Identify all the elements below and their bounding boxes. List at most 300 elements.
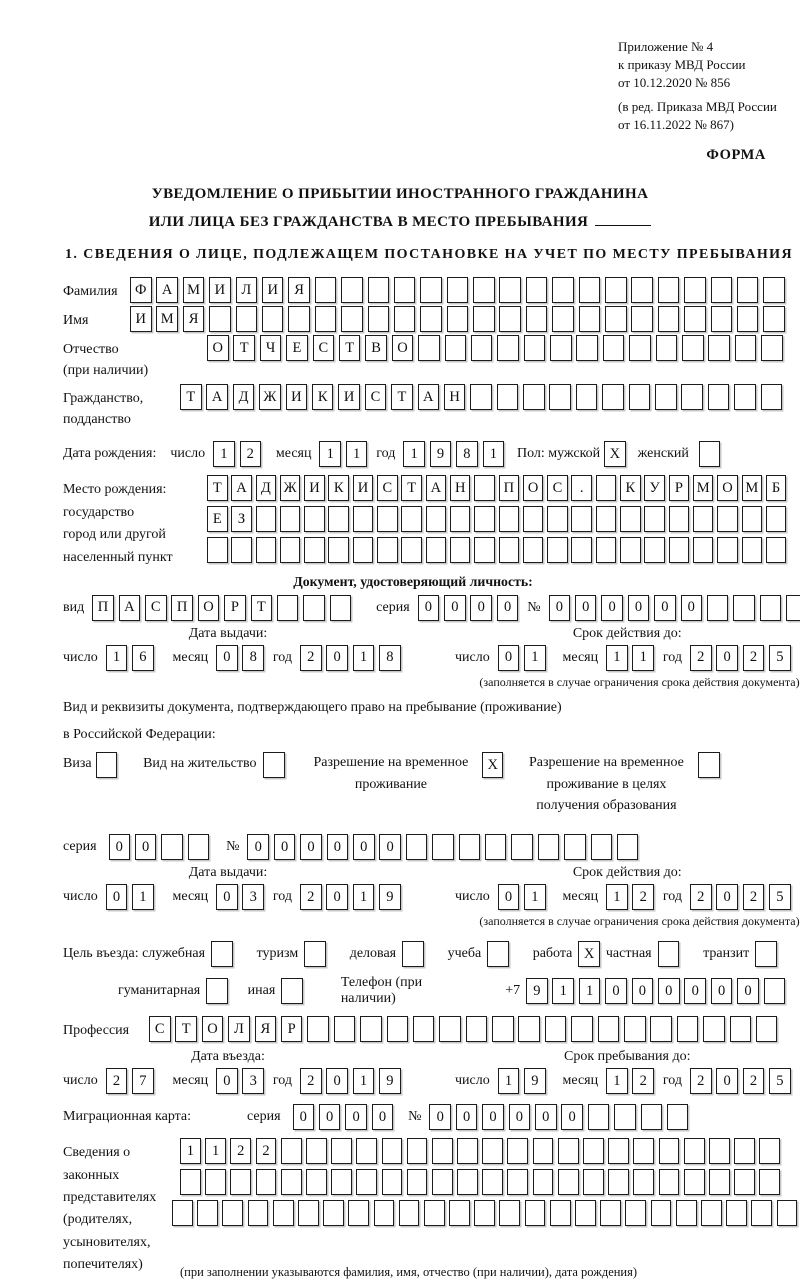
char-cell[interactable] bbox=[341, 277, 363, 303]
temp-residence-checkbox[interactable]: X bbox=[482, 752, 504, 778]
char-cell[interactable]: Б bbox=[766, 475, 787, 501]
char-cell[interactable] bbox=[591, 834, 613, 860]
char-cell[interactable]: С bbox=[377, 475, 398, 501]
char-cell[interactable]: 0 bbox=[601, 595, 623, 621]
char-cell[interactable]: 2 bbox=[690, 645, 712, 671]
char-cell[interactable] bbox=[737, 277, 759, 303]
char-cell[interactable]: 9 bbox=[430, 441, 452, 467]
char-cell[interactable]: 0 bbox=[681, 595, 703, 621]
char-cell[interactable]: А bbox=[231, 475, 252, 501]
char-cell[interactable]: М bbox=[693, 475, 714, 501]
char-cell[interactable] bbox=[659, 1169, 680, 1195]
char-cell[interactable] bbox=[473, 306, 495, 332]
char-cell[interactable]: 2 bbox=[690, 884, 712, 910]
char-cell[interactable]: 2 bbox=[743, 884, 765, 910]
char-cell[interactable]: 9 bbox=[524, 1068, 546, 1094]
char-cell[interactable] bbox=[420, 306, 442, 332]
char-cell[interactable]: 0 bbox=[327, 834, 349, 860]
char-cell[interactable]: С bbox=[149, 1016, 171, 1042]
char-cell[interactable]: 0 bbox=[326, 884, 348, 910]
char-cell[interactable]: 0 bbox=[535, 1104, 557, 1130]
char-cell[interactable] bbox=[368, 306, 390, 332]
char-cell[interactable]: 0 bbox=[429, 1104, 451, 1130]
char-cell[interactable] bbox=[497, 384, 519, 410]
char-cell[interactable]: 0 bbox=[216, 884, 238, 910]
char-cell[interactable]: 0 bbox=[135, 834, 157, 860]
char-cell[interactable]: Т bbox=[251, 595, 273, 621]
char-cell[interactable] bbox=[737, 306, 759, 332]
char-cell[interactable] bbox=[426, 506, 447, 532]
char-cell[interactable] bbox=[356, 1138, 377, 1164]
visa-checkbox[interactable] bbox=[96, 752, 118, 778]
char-cell[interactable]: 0 bbox=[497, 595, 519, 621]
char-cell[interactable]: 0 bbox=[293, 1104, 315, 1130]
char-cell[interactable]: И bbox=[304, 475, 325, 501]
char-cell[interactable] bbox=[248, 1200, 269, 1226]
residence-permit-checkbox[interactable] bbox=[263, 752, 285, 778]
char-cell[interactable]: 0 bbox=[326, 645, 348, 671]
char-cell[interactable] bbox=[382, 1138, 403, 1164]
char-cell[interactable] bbox=[596, 506, 617, 532]
char-cell[interactable]: Ж bbox=[280, 475, 301, 501]
char-cell[interactable] bbox=[450, 506, 471, 532]
char-cell[interactable] bbox=[466, 1016, 488, 1042]
char-cell[interactable]: 0 bbox=[716, 884, 738, 910]
char-cell[interactable]: Р bbox=[669, 475, 690, 501]
char-cell[interactable] bbox=[394, 306, 416, 332]
char-cell[interactable]: Я bbox=[183, 306, 205, 332]
private-checkbox[interactable] bbox=[658, 941, 680, 967]
char-cell[interactable] bbox=[575, 1200, 596, 1226]
char-cell[interactable] bbox=[231, 537, 252, 563]
char-cell[interactable] bbox=[377, 537, 398, 563]
char-cell[interactable]: 2 bbox=[632, 1068, 654, 1094]
char-cell[interactable] bbox=[571, 1016, 593, 1042]
char-cell[interactable]: Д bbox=[233, 384, 255, 410]
char-cell[interactable] bbox=[473, 277, 495, 303]
char-cell[interactable]: 0 bbox=[345, 1104, 367, 1130]
char-cell[interactable] bbox=[445, 335, 467, 361]
char-cell[interactable]: 0 bbox=[632, 978, 654, 1004]
char-cell[interactable] bbox=[407, 1138, 428, 1164]
char-cell[interactable] bbox=[669, 537, 690, 563]
char-cell[interactable]: 2 bbox=[300, 1068, 322, 1094]
char-cell[interactable] bbox=[499, 1200, 520, 1226]
char-cell[interactable] bbox=[726, 1200, 747, 1226]
char-cell[interactable]: 0 bbox=[561, 1104, 583, 1130]
char-cell[interactable] bbox=[533, 1138, 554, 1164]
char-cell[interactable]: А bbox=[426, 475, 447, 501]
char-cell[interactable]: 0 bbox=[319, 1104, 341, 1130]
char-cell[interactable] bbox=[682, 335, 704, 361]
char-cell[interactable] bbox=[564, 834, 586, 860]
char-cell[interactable]: К bbox=[328, 475, 349, 501]
char-cell[interactable]: 0 bbox=[654, 595, 676, 621]
char-cell[interactable]: 0 bbox=[109, 834, 131, 860]
char-cell[interactable]: 0 bbox=[216, 645, 238, 671]
char-cell[interactable]: Л bbox=[236, 277, 258, 303]
char-cell[interactable]: А bbox=[156, 277, 178, 303]
char-cell[interactable]: 8 bbox=[456, 441, 478, 467]
char-cell[interactable] bbox=[523, 384, 545, 410]
char-cell[interactable] bbox=[596, 475, 617, 501]
char-cell[interactable]: 2 bbox=[743, 645, 765, 671]
char-cell[interactable] bbox=[629, 384, 651, 410]
char-cell[interactable] bbox=[766, 506, 787, 532]
transit-checkbox[interactable] bbox=[755, 941, 777, 967]
char-cell[interactable]: 2 bbox=[230, 1138, 251, 1164]
char-cell[interactable] bbox=[624, 1016, 646, 1042]
char-cell[interactable] bbox=[207, 537, 228, 563]
char-cell[interactable] bbox=[605, 306, 627, 332]
char-cell[interactable] bbox=[262, 306, 284, 332]
char-cell[interactable]: 5 bbox=[769, 1068, 791, 1094]
char-cell[interactable]: 0 bbox=[326, 1068, 348, 1094]
char-cell[interactable]: 3 bbox=[242, 1068, 264, 1094]
char-cell[interactable] bbox=[523, 537, 544, 563]
char-cell[interactable]: 2 bbox=[632, 884, 654, 910]
char-cell[interactable] bbox=[677, 1016, 699, 1042]
char-cell[interactable] bbox=[330, 595, 352, 621]
char-cell[interactable] bbox=[707, 595, 729, 621]
char-cell[interactable] bbox=[600, 1200, 621, 1226]
char-cell[interactable] bbox=[424, 1200, 445, 1226]
char-cell[interactable] bbox=[348, 1200, 369, 1226]
char-cell[interactable]: 0 bbox=[379, 834, 401, 860]
char-cell[interactable] bbox=[667, 1104, 689, 1130]
char-cell[interactable] bbox=[701, 1200, 722, 1226]
char-cell[interactable]: 1 bbox=[632, 645, 654, 671]
char-cell[interactable]: А bbox=[418, 384, 440, 410]
char-cell[interactable] bbox=[742, 537, 763, 563]
char-cell[interactable]: 1 bbox=[552, 978, 574, 1004]
char-cell[interactable] bbox=[777, 1200, 798, 1226]
char-cell[interactable]: С bbox=[365, 384, 387, 410]
char-cell[interactable] bbox=[315, 277, 337, 303]
business-checkbox[interactable] bbox=[402, 941, 424, 967]
char-cell[interactable] bbox=[641, 1104, 663, 1130]
char-cell[interactable]: 1 bbox=[319, 441, 341, 467]
official-checkbox[interactable] bbox=[211, 941, 233, 967]
char-cell[interactable] bbox=[676, 1200, 697, 1226]
char-cell[interactable]: 9 bbox=[526, 978, 548, 1004]
char-cell[interactable] bbox=[658, 277, 680, 303]
char-cell[interactable]: П bbox=[499, 475, 520, 501]
char-cell[interactable] bbox=[684, 1169, 705, 1195]
char-cell[interactable] bbox=[188, 834, 210, 860]
char-cell[interactable] bbox=[374, 1200, 395, 1226]
char-cell[interactable] bbox=[596, 537, 617, 563]
char-cell[interactable] bbox=[571, 537, 592, 563]
char-cell[interactable] bbox=[447, 277, 469, 303]
char-cell[interactable] bbox=[399, 1200, 420, 1226]
char-cell[interactable]: 7 bbox=[132, 1068, 154, 1094]
char-cell[interactable] bbox=[161, 834, 183, 860]
char-cell[interactable] bbox=[382, 1169, 403, 1195]
char-cell[interactable]: 0 bbox=[482, 1104, 504, 1130]
char-cell[interactable] bbox=[368, 277, 390, 303]
char-cell[interactable] bbox=[558, 1169, 579, 1195]
temp-residence-edu-checkbox[interactable] bbox=[698, 752, 720, 778]
char-cell[interactable]: Н bbox=[450, 475, 471, 501]
char-cell[interactable]: Ч bbox=[260, 335, 282, 361]
char-cell[interactable]: О bbox=[717, 475, 738, 501]
char-cell[interactable] bbox=[447, 306, 469, 332]
char-cell[interactable]: И bbox=[209, 277, 231, 303]
char-cell[interactable] bbox=[711, 306, 733, 332]
char-cell[interactable] bbox=[418, 335, 440, 361]
char-cell[interactable] bbox=[209, 306, 231, 332]
char-cell[interactable] bbox=[708, 335, 730, 361]
char-cell[interactable]: О bbox=[198, 595, 220, 621]
char-cell[interactable] bbox=[547, 537, 568, 563]
char-cell[interactable]: 2 bbox=[300, 645, 322, 671]
char-cell[interactable] bbox=[650, 1016, 672, 1042]
char-cell[interactable]: С bbox=[145, 595, 167, 621]
char-cell[interactable] bbox=[644, 506, 665, 532]
char-cell[interactable] bbox=[766, 537, 787, 563]
char-cell[interactable] bbox=[401, 537, 422, 563]
char-cell[interactable]: 1 bbox=[606, 884, 628, 910]
char-cell[interactable] bbox=[558, 1138, 579, 1164]
char-cell[interactable]: 2 bbox=[240, 441, 262, 467]
char-cell[interactable] bbox=[256, 506, 277, 532]
char-cell[interactable]: 1 bbox=[498, 1068, 520, 1094]
char-cell[interactable] bbox=[684, 277, 706, 303]
char-cell[interactable] bbox=[579, 277, 601, 303]
char-cell[interactable] bbox=[760, 595, 782, 621]
char-cell[interactable] bbox=[583, 1169, 604, 1195]
char-cell[interactable] bbox=[629, 335, 651, 361]
char-cell[interactable] bbox=[583, 1138, 604, 1164]
char-cell[interactable]: К bbox=[312, 384, 334, 410]
char-cell[interactable] bbox=[420, 277, 442, 303]
char-cell[interactable]: . bbox=[571, 475, 592, 501]
char-cell[interactable] bbox=[474, 506, 495, 532]
char-cell[interactable]: 0 bbox=[716, 1068, 738, 1094]
char-cell[interactable]: 1 bbox=[606, 645, 628, 671]
char-cell[interactable] bbox=[303, 595, 325, 621]
char-cell[interactable] bbox=[499, 277, 521, 303]
char-cell[interactable]: Н bbox=[444, 384, 466, 410]
char-cell[interactable]: 2 bbox=[690, 1068, 712, 1094]
tourism-checkbox[interactable] bbox=[304, 941, 326, 967]
female-checkbox[interactable] bbox=[699, 441, 721, 467]
char-cell[interactable]: О bbox=[392, 335, 414, 361]
char-cell[interactable] bbox=[656, 335, 678, 361]
char-cell[interactable]: С bbox=[313, 335, 335, 361]
char-cell[interactable]: 0 bbox=[353, 834, 375, 860]
char-cell[interactable] bbox=[432, 834, 454, 860]
char-cell[interactable] bbox=[620, 506, 641, 532]
char-cell[interactable] bbox=[576, 335, 598, 361]
char-cell[interactable] bbox=[764, 978, 786, 1004]
char-cell[interactable]: И bbox=[130, 306, 152, 332]
char-cell[interactable] bbox=[693, 506, 714, 532]
char-cell[interactable]: О bbox=[523, 475, 544, 501]
char-cell[interactable]: 1 bbox=[403, 441, 425, 467]
char-cell[interactable] bbox=[633, 1138, 654, 1164]
char-cell[interactable]: 2 bbox=[256, 1138, 277, 1164]
char-cell[interactable] bbox=[387, 1016, 409, 1042]
char-cell[interactable]: 1 bbox=[213, 441, 235, 467]
char-cell[interactable]: 5 bbox=[769, 884, 791, 910]
char-cell[interactable] bbox=[426, 537, 447, 563]
char-cell[interactable] bbox=[406, 834, 428, 860]
char-cell[interactable] bbox=[470, 384, 492, 410]
char-cell[interactable]: З bbox=[231, 506, 252, 532]
char-cell[interactable]: 0 bbox=[418, 595, 440, 621]
char-cell[interactable] bbox=[659, 1138, 680, 1164]
other-checkbox[interactable] bbox=[281, 978, 303, 1004]
char-cell[interactable] bbox=[499, 537, 520, 563]
char-cell[interactable] bbox=[499, 306, 521, 332]
char-cell[interactable]: 3 bbox=[242, 884, 264, 910]
char-cell[interactable]: Ж bbox=[259, 384, 281, 410]
char-cell[interactable] bbox=[334, 1016, 356, 1042]
char-cell[interactable]: 0 bbox=[106, 884, 128, 910]
char-cell[interactable]: Т bbox=[401, 475, 422, 501]
char-cell[interactable] bbox=[353, 506, 374, 532]
char-cell[interactable] bbox=[328, 537, 349, 563]
char-cell[interactable]: П bbox=[92, 595, 114, 621]
char-cell[interactable] bbox=[620, 537, 641, 563]
char-cell[interactable]: И bbox=[338, 384, 360, 410]
char-cell[interactable] bbox=[717, 506, 738, 532]
char-cell[interactable] bbox=[518, 1016, 540, 1042]
char-cell[interactable] bbox=[413, 1016, 435, 1042]
char-cell[interactable] bbox=[759, 1138, 780, 1164]
char-cell[interactable] bbox=[709, 1138, 730, 1164]
char-cell[interactable]: Я bbox=[255, 1016, 277, 1042]
char-cell[interactable]: 0 bbox=[628, 595, 650, 621]
char-cell[interactable]: 1 bbox=[524, 645, 546, 671]
humanitarian-checkbox[interactable] bbox=[206, 978, 228, 1004]
char-cell[interactable] bbox=[450, 537, 471, 563]
char-cell[interactable] bbox=[545, 1016, 567, 1042]
char-cell[interactable] bbox=[549, 384, 571, 410]
char-cell[interactable] bbox=[280, 506, 301, 532]
char-cell[interactable] bbox=[547, 506, 568, 532]
char-cell[interactable]: 1 bbox=[132, 884, 154, 910]
char-cell[interactable]: Т bbox=[175, 1016, 197, 1042]
char-cell[interactable]: Е bbox=[286, 335, 308, 361]
char-cell[interactable]: С bbox=[547, 475, 568, 501]
char-cell[interactable] bbox=[307, 1016, 329, 1042]
char-cell[interactable]: 5 bbox=[769, 645, 791, 671]
study-checkbox[interactable] bbox=[487, 941, 509, 967]
char-cell[interactable] bbox=[617, 834, 639, 860]
char-cell[interactable] bbox=[499, 506, 520, 532]
char-cell[interactable] bbox=[651, 1200, 672, 1226]
char-cell[interactable] bbox=[236, 306, 258, 332]
char-cell[interactable] bbox=[457, 1169, 478, 1195]
char-cell[interactable] bbox=[315, 306, 337, 332]
char-cell[interactable] bbox=[730, 1016, 752, 1042]
char-cell[interactable] bbox=[734, 1169, 755, 1195]
char-cell[interactable] bbox=[474, 537, 495, 563]
char-cell[interactable] bbox=[538, 834, 560, 860]
char-cell[interactable] bbox=[230, 1169, 251, 1195]
char-cell[interactable] bbox=[571, 506, 592, 532]
char-cell[interactable]: М bbox=[156, 306, 178, 332]
char-cell[interactable]: Р bbox=[281, 1016, 303, 1042]
char-cell[interactable] bbox=[693, 537, 714, 563]
char-cell[interactable] bbox=[756, 1016, 778, 1042]
char-cell[interactable]: А bbox=[206, 384, 228, 410]
char-cell[interactable] bbox=[735, 335, 757, 361]
char-cell[interactable] bbox=[353, 537, 374, 563]
char-cell[interactable] bbox=[306, 1138, 327, 1164]
char-cell[interactable] bbox=[684, 306, 706, 332]
char-cell[interactable] bbox=[524, 335, 546, 361]
char-cell[interactable] bbox=[763, 306, 785, 332]
char-cell[interactable] bbox=[526, 277, 548, 303]
char-cell[interactable] bbox=[439, 1016, 461, 1042]
char-cell[interactable]: 0 bbox=[247, 834, 269, 860]
char-cell[interactable] bbox=[205, 1169, 226, 1195]
char-cell[interactable] bbox=[457, 1138, 478, 1164]
char-cell[interactable]: 0 bbox=[716, 645, 738, 671]
char-cell[interactable] bbox=[709, 1169, 730, 1195]
male-checkbox[interactable]: X bbox=[604, 441, 626, 467]
char-cell[interactable]: Е bbox=[207, 506, 228, 532]
char-cell[interactable] bbox=[608, 1138, 629, 1164]
char-cell[interactable] bbox=[684, 1138, 705, 1164]
char-cell[interactable] bbox=[526, 306, 548, 332]
work-checkbox[interactable]: X bbox=[578, 941, 600, 967]
char-cell[interactable]: А bbox=[119, 595, 141, 621]
char-cell[interactable] bbox=[588, 1104, 610, 1130]
char-cell[interactable] bbox=[172, 1200, 193, 1226]
char-cell[interactable] bbox=[432, 1138, 453, 1164]
char-cell[interactable] bbox=[703, 1016, 725, 1042]
char-cell[interactable] bbox=[474, 475, 495, 501]
char-cell[interactable] bbox=[356, 1169, 377, 1195]
char-cell[interactable]: 1 bbox=[353, 645, 375, 671]
char-cell[interactable]: 1 bbox=[346, 441, 368, 467]
char-cell[interactable]: 1 bbox=[106, 645, 128, 671]
char-cell[interactable] bbox=[281, 1138, 302, 1164]
char-cell[interactable] bbox=[576, 384, 598, 410]
char-cell[interactable] bbox=[761, 335, 783, 361]
char-cell[interactable] bbox=[306, 1169, 327, 1195]
char-cell[interactable] bbox=[485, 834, 507, 860]
char-cell[interactable]: 8 bbox=[242, 645, 264, 671]
char-cell[interactable] bbox=[579, 306, 601, 332]
char-cell[interactable]: 0 bbox=[658, 978, 680, 1004]
char-cell[interactable] bbox=[288, 306, 310, 332]
char-cell[interactable]: 0 bbox=[300, 834, 322, 860]
char-cell[interactable] bbox=[633, 1169, 654, 1195]
char-cell[interactable] bbox=[281, 1169, 302, 1195]
char-cell[interactable] bbox=[523, 506, 544, 532]
char-cell[interactable] bbox=[277, 595, 299, 621]
char-cell[interactable] bbox=[511, 834, 533, 860]
char-cell[interactable] bbox=[733, 595, 755, 621]
char-cell[interactable] bbox=[401, 506, 422, 532]
char-cell[interactable] bbox=[273, 1200, 294, 1226]
char-cell[interactable] bbox=[751, 1200, 772, 1226]
char-cell[interactable]: 0 bbox=[498, 645, 520, 671]
char-cell[interactable]: 0 bbox=[456, 1104, 478, 1130]
char-cell[interactable] bbox=[655, 384, 677, 410]
char-cell[interactable] bbox=[256, 537, 277, 563]
char-cell[interactable] bbox=[550, 335, 572, 361]
char-cell[interactable]: 2 bbox=[300, 884, 322, 910]
char-cell[interactable] bbox=[763, 277, 785, 303]
char-cell[interactable] bbox=[761, 384, 783, 410]
